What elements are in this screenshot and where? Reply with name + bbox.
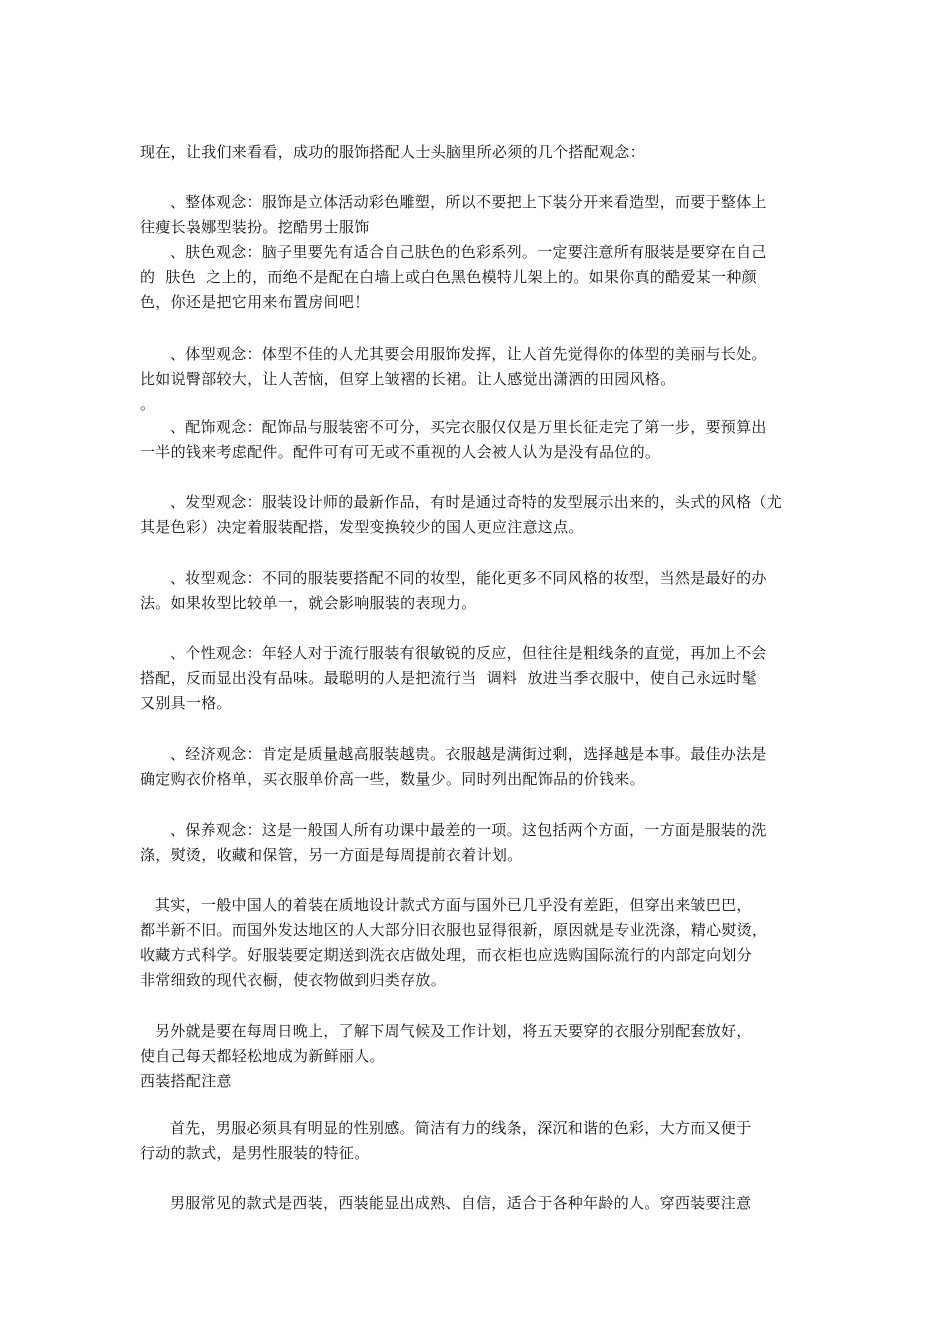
paragraph-line: 往瘦长袅娜型装扮。挖酷男士服饰 [140,218,370,236]
paragraph-weekly-plan [140,1019,812,1069]
section-heading [140,1069,812,1094]
paragraph-suits [140,1191,812,1216]
paragraph-line: 、个性观念：年轻人对于流行服装有很敏锐的反应，但往往是粗线条的直觉，再加上不会 [170,644,767,662]
paragraph-line: 首先，男服必须具有明显的性别感。简洁有力的线条，深沉和谐的色彩，大方而又便于 [170,1119,752,1137]
paragraph-line: 、发型观念：服装设计师的最新作品，有时是通过奇特的发型展示出来的，头式的风格（尤 [170,493,783,511]
paragraph-line: 比如说臀部较大，让人苦恼，但穿上皱褶的长裙。让人感觉出潇洒的田园风格。 [140,370,676,388]
paragraph-in-fact [140,893,812,993]
paragraph-body-type-concept [140,342,812,417]
intro-line: 现在，让我们来看看，成功的服饰搭配人士头脑里所必须的几个搭配观念： [140,143,645,161]
paragraph-accessory-concept [140,415,812,465]
paragraph-line: 收藏方式科学。好服装要定期送到洗衣店做处理，而衣柜也应选购国际流行的内部定向划分 [140,946,753,964]
paragraph-line: 、妆型观念：不同的服装要搭配不同的妆型，能化更多不同风格的妆型，当然是最好的办 [170,569,767,587]
paragraph-line: 行动的款式，是男性服装的特征。 [140,1144,370,1162]
paragraph-line: 、体型观念：体型不佳的人尤其要会用服饰发挥，让人首先觉得你的体型的美丽与长处。 [170,345,767,363]
paragraph-maintenance-concept [140,818,812,868]
intro-paragraph [140,140,812,165]
paragraph-line: 搭配，反而显出没有品味。最聪明的人是把流行当 调料 放进当季衣服中，使自己永远时髦 [140,669,757,687]
paragraph-line: 、整体观念：服饰是立体活动彩色雕塑，所以不要把上下装分开来看造型，而要于整体上 [170,193,767,211]
paragraph-hairstyle-concept [140,490,812,540]
paragraph-line: 确定购衣价格单，买衣服单价高一些，数量少。同时列出配饰品的价钱来。 [140,770,645,788]
paragraph-line: 涤，熨烫，收藏和保管，另一方面是每周提前衣着计划。 [140,846,523,864]
paragraph-economy-concept [140,742,812,792]
paragraph-makeup-concept [140,566,812,616]
paragraph-overall-concept [140,190,812,240]
paragraph-line: 法。如果妆型比较单一，就会影响服装的表现力。 [140,594,477,612]
paragraph-line: 、保养观念：这是一般国人所有功课中最差的一项。这包括两个方面，一方面是服装的洗 [170,821,767,839]
paragraph-line: 又别具一格。 [140,694,232,712]
paragraph-line: 。 [140,395,156,413]
paragraph-line: 、经济观念：肯定是质量越高服装越贵。衣服越是满街过剩，选择越是本事。最佳办法是 [170,745,767,763]
paragraph-line: 其实，一般中国人的着装在质地设计款式方面与国外已几乎没有差距，但穿出来皱巴巴， [155,896,752,914]
paragraph-line: 、肤色观念：脑子里要先有适合自己肤色的色彩系列。一定要注意所有服装是要穿在自己 [170,243,767,261]
paragraph-line: 都半新不旧。而国外发达地区的人大部分旧衣服也显得很新，原因就是专业洗涤，精心熨烫， [140,921,768,939]
paragraph-first [140,1116,812,1166]
paragraph-line: 一半的钱来考虑配件。配件可有可无或不重视的人会被人认为是没有品位的。 [140,443,661,461]
section-heading-text: 西装搭配注意 [140,1072,232,1090]
paragraph-line: 非常细致的现代衣橱，使衣物做到归类存放。 [140,971,447,989]
paragraph-skin-color-concept [140,240,812,315]
paragraph-line: 男服常见的款式是西装，西装能显出成熟、自信，适合于各种年龄的人。穿西装要注意 [170,1194,752,1212]
paragraph-line: 使自己每天都轻松地成为新鲜丽人。 [140,1047,385,1065]
paragraph-line: 、配饰观念：配饰品与服装密不可分，买完衣服仅仅是万里长征走完了第一步，要预算出 [170,418,767,436]
paragraph-personality-concept [140,641,812,716]
paragraph-line: 另外就是要在每周日晚上，了解下周气候及工作计划，将五天要穿的衣服分别配套放好， [155,1022,752,1040]
paragraph-line: 的 肤色 之上的，而绝不是配在白墙上或白色黑色模特儿架上的。如果你真的酷爱某一种颜 [140,268,757,286]
paragraph-line: 色，你还是把它用来布置房间吧！ [140,293,370,311]
paragraph-line: 其是色彩）决定着服装配搭，发型变换较少的国人更应注意这点。 [140,518,584,536]
